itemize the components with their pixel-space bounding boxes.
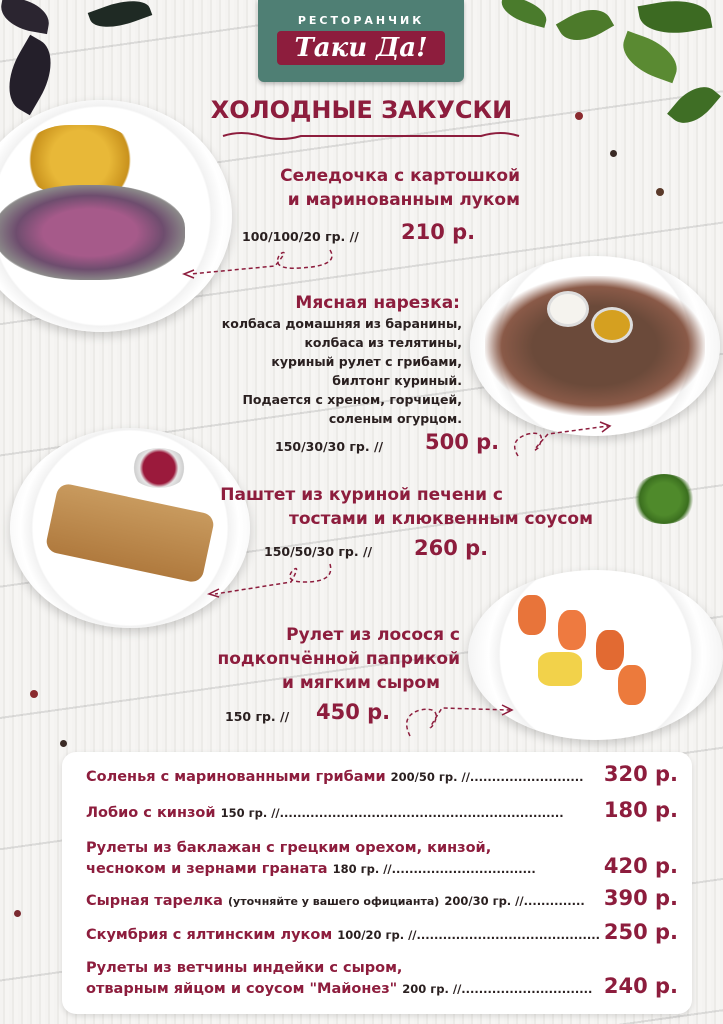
list-item <box>86 838 678 880</box>
item-name: Рулеты из баклажан с грецким орехом, кинзой, <box>86 840 492 856</box>
item-weight: 150 гр. //................................................................. <box>220 806 564 820</box>
list-item <box>86 920 678 946</box>
dish2-title: Мясная нарезка: <box>295 293 460 313</box>
title-swirl-divider <box>221 128 521 144</box>
list-item <box>86 798 678 824</box>
peppercorn <box>656 188 664 196</box>
item-weight: 100/20 гр. //.......................................... <box>337 928 600 942</box>
item-name: Рулеты из ветчины индейки с сыром, <box>86 960 403 976</box>
list-item <box>86 762 678 788</box>
item-name: Скумбрия с ялтинским луком <box>86 927 333 943</box>
dish1-weight: 100/100/20 гр. // <box>242 229 359 244</box>
page-title: ХОЛОДНЫЕ ЗАКУСКИ <box>210 96 513 124</box>
green-leaf-decoration <box>556 0 614 50</box>
basil-leaf-decoration <box>0 0 52 34</box>
item-weight: 200 гр. //.............................. <box>402 982 593 996</box>
dotted-arrow <box>508 420 618 460</box>
item-note: (уточняйте у вашего официанта) <box>228 895 440 908</box>
green-leaf-decoration <box>498 0 550 28</box>
parsley-sprig <box>632 474 696 524</box>
green-leaf-decoration <box>616 31 684 83</box>
item-price: 180 р. <box>603 798 678 822</box>
item-price: 420 р. <box>603 854 678 878</box>
dish1-price: 210 р. <box>401 220 476 244</box>
item-price: 320 р. <box>603 762 678 786</box>
dotted-arrow <box>180 246 340 280</box>
item-name-line2: чесноком и зернами граната <box>86 861 328 877</box>
dish4-price: 450 р. <box>316 700 391 724</box>
dish4-title: Рулет из лосося с подкопчённой паприкой и мягким сыром <box>217 625 460 693</box>
peppercorn <box>14 910 21 917</box>
item-price: 240 р. <box>603 974 678 998</box>
list-item <box>86 958 678 1000</box>
item-weight: 200/30 гр. //.............. <box>444 894 585 908</box>
item-name: Сырная тарелка <box>86 893 223 909</box>
dish2-weight: 150/30/30 гр. // <box>275 439 384 454</box>
logo-subtitle: РЕСТОРАНЧИК <box>297 14 425 27</box>
item-price: 250 р. <box>603 920 678 944</box>
item-price: 390 р. <box>603 886 678 910</box>
dish3-weight: 150/50/30 гр. // <box>264 544 373 559</box>
dotted-arrow <box>400 690 520 740</box>
basil-leaf-decoration <box>88 0 153 36</box>
item-name: Лобио с кинзой <box>86 805 216 821</box>
dish4-weight: 150 гр. // <box>225 709 290 724</box>
item-name: Соленья с маринованными грибами <box>86 769 386 785</box>
list-item <box>86 886 678 912</box>
menu-list-panel <box>62 752 692 1014</box>
dish1-title: Селедочка с картошкой и маринованным луком <box>280 166 520 210</box>
item-name-line2: отварным яйцом и соусом "Майонез" <box>86 981 398 997</box>
herring-dish-image <box>0 100 232 332</box>
peppercorn <box>610 150 617 157</box>
meat-platter-image <box>470 256 720 436</box>
dotted-arrow <box>205 560 335 598</box>
item-weight: 200/50 гр. //.......................... <box>390 770 584 784</box>
restaurant-logo <box>258 0 464 82</box>
peppercorn <box>30 690 38 698</box>
peppercorn <box>60 740 67 747</box>
green-leaf-decoration <box>638 0 713 40</box>
dish3-title: Паштет из куриной печени с тостами и клюквенным соусом <box>220 485 593 529</box>
dish2-description: колбаса домашняя из баранины, колбаса из телятины, куриный рулет с грибами, билтонг куриный. Подается с хреном, горчицей, соленым огурцом. <box>221 316 462 426</box>
dish2-price: 500 р. <box>425 430 500 454</box>
logo-name: Таки Да! <box>277 31 445 65</box>
dish3-price: 260 р. <box>414 536 489 560</box>
item-weight: 180 гр. //................................. <box>332 862 536 876</box>
